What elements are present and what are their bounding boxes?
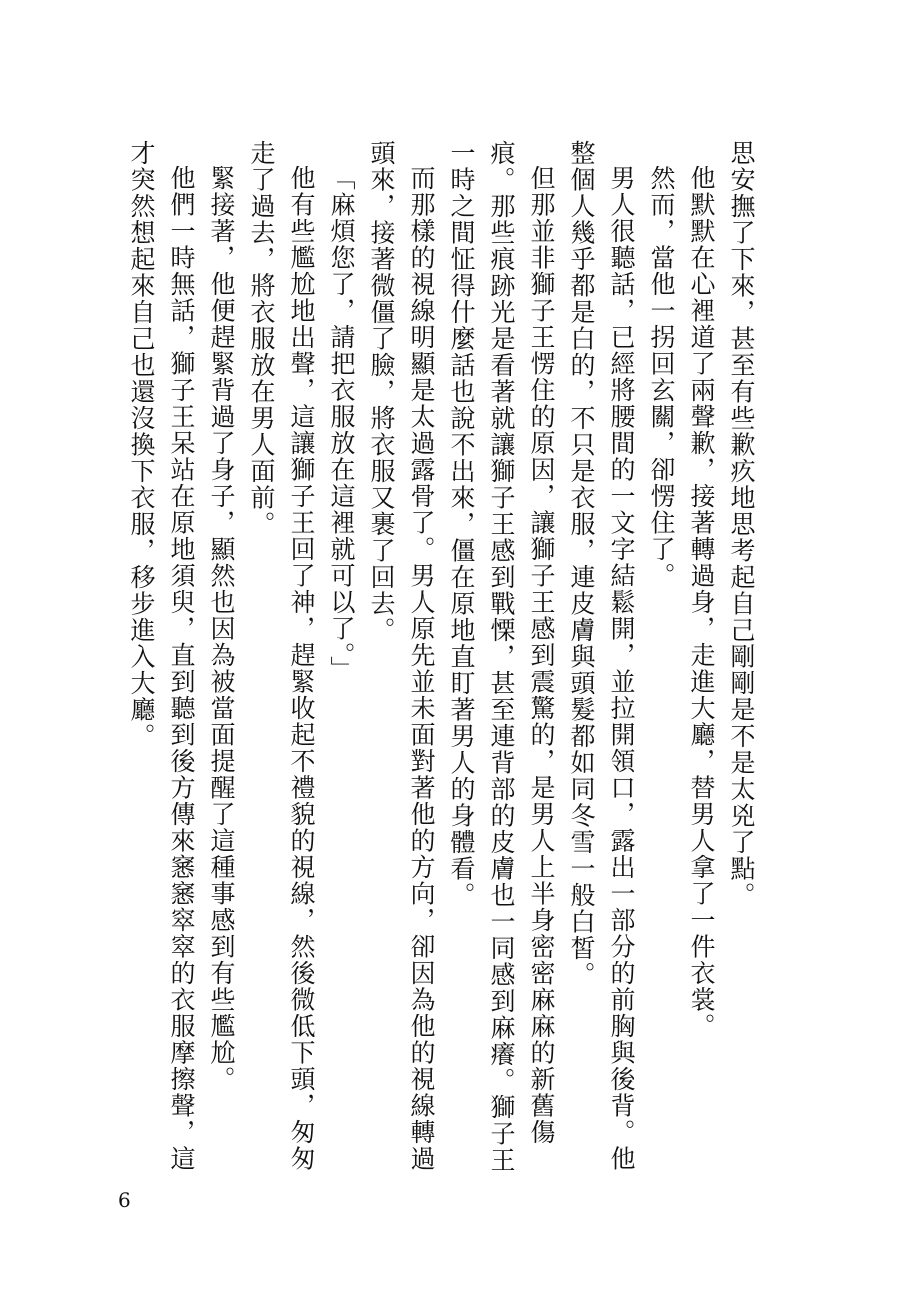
dialogue-paragraph: 「麻煩您了，請把衣服放在這裡就可以了。」	[327, 165, 356, 683]
paragraph: 男人很聽話，已經將腰間的一文字結鬆開，並拉開領口，露出一部分的前胸與後背。他整個人幾乎都是白的，不只是衣服，連皮膚與頭髮都如同冬雪一般白皙。	[567, 140, 636, 1172]
paragraph: 他們一時無話，獅子王呆站在原地須臾，直到聽到後方傳來窸窸窣窣的衣服摩擦聲，這才突然想起來自己也還沒換下衣服，移步進入大廳。	[127, 140, 196, 1172]
paragraph: 緊接著，他便趕緊背過了身子，顯然也因為被當面提醒了這種事感到有些尷尬。	[207, 165, 236, 1093]
paragraph: 然而，當他一拐回玄關，卻愣住了。	[647, 165, 676, 589]
paragraph: 但那並非獅子王愣住的原因，讓獅子王感到震驚的，是男人上半身密密麻麻的新舊傷痕。那些痕跡光是看著就讓獅子王感到戰慄，甚至連背部的皮膚也一同感到麻癢。獅子王一時之間怔得什麼話也說不出來，僵在原地直盯著男人的身體看。	[447, 140, 556, 1174]
page-number: 6	[118, 1188, 131, 1212]
paragraph-continued: 思安撫了下來，甚至有些歉疚地思考起自己剛剛是不是太兇了點。	[727, 140, 756, 909]
paragraph: 而那樣的視線明顯是太過露骨了。男人原先並未面對著他的方向，卻因為他的視線轉過頭來，接著微僵了臉，將衣服又裹了回去。	[367, 140, 436, 1172]
vertical-text-body	[121, 140, 761, 1180]
paragraph: 他默默在心裡道了兩聲歉，接著轉過身，走進大廳，替男人拿了一件衣裳。	[687, 165, 716, 1040]
paragraph: 他有些尷尬地出聲，這讓獅子王回了神，趕緊收起不禮貌的視線，然後微低下頭，匆匆走了過去，將衣服放在男人面前。	[247, 140, 316, 1172]
